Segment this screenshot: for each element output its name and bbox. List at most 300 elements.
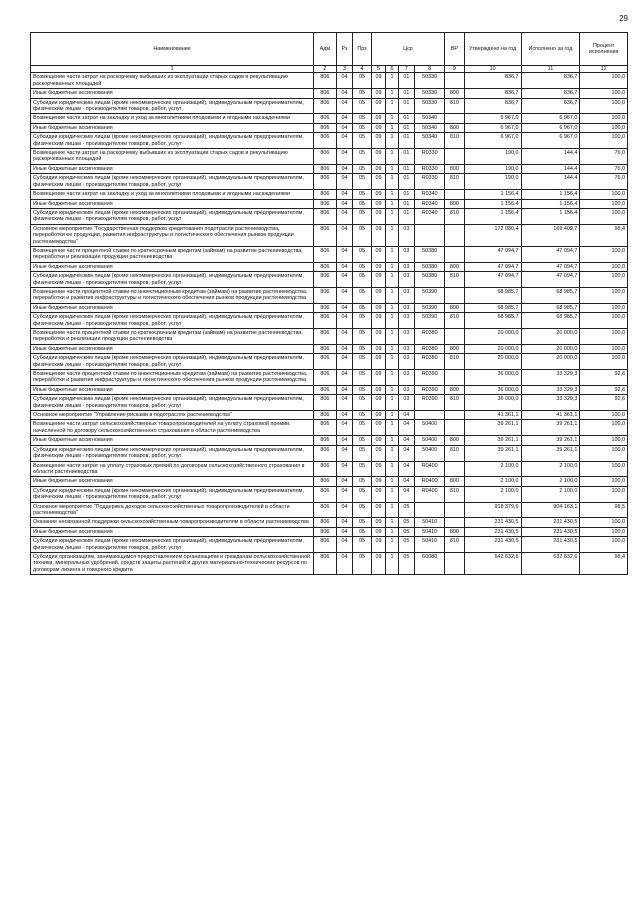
csr4-cell: R0340	[415, 208, 445, 224]
vr-cell	[445, 502, 465, 518]
csr4-cell: 50410	[415, 537, 445, 553]
adm-cell: 806	[314, 224, 337, 246]
approved-cell: 47 094,7	[464, 262, 521, 271]
csr4-cell: 50390	[415, 287, 445, 303]
approved-cell: 190,0	[464, 149, 521, 165]
rz-cell: 04	[336, 114, 353, 123]
csr1-cell: 09	[371, 537, 385, 553]
rz-cell: 04	[336, 518, 353, 527]
csr4-cell: 50390	[415, 313, 445, 329]
csr3-cell: 03	[398, 272, 415, 288]
vr-cell	[445, 149, 465, 165]
csr1-cell: 09	[371, 262, 385, 271]
rz-cell: 04	[336, 354, 353, 370]
adm-cell: 806	[314, 527, 337, 536]
executed-cell: 68 985,7	[521, 287, 580, 303]
vr-cell	[445, 370, 465, 386]
name-cell: Субсидии юридическим лицам (кроме некоммерческих организаций), индивидуальным предпринимателям, физическим лицам - производителям товаров, работ, услуг	[31, 98, 314, 114]
approved-cell: 6 967,0	[464, 114, 521, 123]
rz-cell: 04	[336, 133, 353, 149]
table-row	[31, 123, 628, 132]
vr-cell	[445, 420, 465, 436]
csr3-cell: 01	[398, 149, 415, 165]
rz-cell: 04	[336, 262, 353, 271]
header-name: Наименование	[31, 33, 314, 66]
csr4-cell: R0340	[415, 190, 445, 199]
vr-cell: 800	[445, 199, 465, 208]
executed-cell: 20 000,0	[521, 354, 580, 370]
table-row	[31, 133, 628, 149]
csr2-cell: 1	[386, 149, 398, 165]
adm-cell: 806	[314, 262, 337, 271]
prz-cell: 05	[353, 395, 372, 411]
name-cell: Субсидии организациям, занимающимся предоставлением организациям и гражданам сельскохозяйственной техники, минеральных удобрений, средств защиты растений и других материально-технических ресурсов по договорам лизинга и товарного кредита	[31, 552, 314, 574]
csr1-cell: 09	[371, 436, 385, 445]
prz-cell: 05	[353, 477, 372, 486]
rz-cell: 04	[336, 208, 353, 224]
csr4-cell: 50400	[415, 445, 445, 461]
csr3-cell: 03	[398, 224, 415, 246]
prz-cell: 05	[353, 303, 372, 312]
prz-cell: 05	[353, 174, 372, 190]
table-row	[31, 527, 628, 536]
csr2-cell: 1	[386, 411, 398, 420]
column-number: 11	[521, 66, 580, 73]
csr3-cell: 04	[398, 436, 415, 445]
csr1-cell: 09	[371, 344, 385, 353]
table-row	[31, 411, 628, 420]
percent-cell: 100,0	[580, 73, 628, 89]
executed-cell: 836,7	[521, 98, 580, 114]
name-cell: Иные бюджетные ассигнования	[31, 527, 314, 536]
csr3-cell: 03	[398, 287, 415, 303]
approved-cell: 68 985,7	[464, 303, 521, 312]
header-csr: Цср	[371, 33, 444, 66]
csr2-cell: 1	[386, 461, 398, 477]
vr-cell: 800	[445, 262, 465, 271]
csr3-cell: 01	[398, 164, 415, 173]
adm-cell: 806	[314, 354, 337, 370]
name-cell: Иные бюджетные ассигнования	[31, 436, 314, 445]
executed-cell: 2 100,0	[521, 461, 580, 477]
approved-cell: 836,7	[464, 89, 521, 98]
column-number: 3	[336, 66, 353, 73]
csr3-cell: 01	[398, 123, 415, 132]
csr4-cell	[415, 411, 445, 420]
name-cell: Иные бюджетные ассигнования	[31, 199, 314, 208]
csr4-cell: R0400	[415, 461, 445, 477]
rz-cell: 04	[336, 73, 353, 89]
csr4-cell: 50340	[415, 123, 445, 132]
csr2-cell: 1	[386, 486, 398, 502]
vr-cell: 800	[445, 123, 465, 132]
csr2-cell: 1	[386, 98, 398, 114]
header-percent: Процент исполнения	[580, 33, 628, 66]
csr3-cell: 03	[398, 303, 415, 312]
adm-cell: 806	[314, 208, 337, 224]
approved-cell: 39 261,1	[464, 420, 521, 436]
percent-cell: 100,0	[580, 344, 628, 353]
rz-cell: 04	[336, 313, 353, 329]
adm-cell: 806	[314, 445, 337, 461]
csr4-cell: R0400	[415, 486, 445, 502]
executed-cell: 33 329,3	[521, 370, 580, 386]
name-cell: Субсидии юридическим лицам (кроме некоммерческих организаций), индивидуальным предпринимателям, физическим лицам - производителям товаров, работ, услуг	[31, 486, 314, 502]
executed-cell: 39 261,1	[521, 420, 580, 436]
table-row	[31, 344, 628, 353]
csr3-cell: 01	[398, 199, 415, 208]
header-approved: Утверждено на год	[464, 33, 521, 66]
executed-cell: 47 094,7	[521, 246, 580, 262]
csr2-cell: 1	[386, 287, 398, 303]
csr2-cell: 1	[386, 272, 398, 288]
prz-cell: 05	[353, 518, 372, 527]
approved-cell: 36 000,0	[464, 385, 521, 394]
column-number: 2	[314, 66, 337, 73]
percent-cell: 100,0	[580, 477, 628, 486]
vr-cell	[445, 246, 465, 262]
prz-cell: 05	[353, 98, 372, 114]
table-row	[31, 313, 628, 329]
vr-cell	[445, 518, 465, 527]
approved-cell: 1 156,4	[464, 199, 521, 208]
adm-cell: 806	[314, 164, 337, 173]
csr1-cell: 09	[371, 114, 385, 123]
table-row	[31, 395, 628, 411]
percent-cell: 100,0	[580, 190, 628, 199]
name-cell: Субсидии юридическим лицам (кроме некоммерческих организаций), индивидуальным предпринимателям, физическим лицам - производителям товаров, работ, услуг	[31, 133, 314, 149]
adm-cell: 806	[314, 344, 337, 353]
csr1-cell: 09	[371, 208, 385, 224]
csr1-cell: 09	[371, 445, 385, 461]
column-number: 5	[371, 66, 385, 73]
prz-cell: 05	[353, 445, 372, 461]
approved-cell: 231 430,5	[464, 537, 521, 553]
adm-cell: 806	[314, 287, 337, 303]
csr2-cell: 1	[386, 199, 398, 208]
rz-cell: 04	[336, 411, 353, 420]
approved-cell: 68 985,7	[464, 313, 521, 329]
adm-cell: 806	[314, 370, 337, 386]
table-row	[31, 354, 628, 370]
approved-cell: 20 000,0	[464, 329, 521, 345]
csr1-cell: 09	[371, 552, 385, 574]
table-row	[31, 287, 628, 303]
table-row	[31, 89, 628, 98]
csr2-cell: 1	[386, 436, 398, 445]
rz-cell: 04	[336, 477, 353, 486]
adm-cell: 806	[314, 395, 337, 411]
rz-cell: 04	[336, 420, 353, 436]
approved-cell: 47 094,7	[464, 272, 521, 288]
csr4-cell: R0390	[415, 385, 445, 394]
percent-cell: 100,0	[580, 123, 628, 132]
csr4-cell: R0390	[415, 370, 445, 386]
csr3-cell: 04	[398, 486, 415, 502]
table-row	[31, 436, 628, 445]
csr4-cell: 50400	[415, 436, 445, 445]
adm-cell: 806	[314, 411, 337, 420]
percent-cell: 76,0	[580, 174, 628, 190]
csr2-cell: 1	[386, 174, 398, 190]
csr2-cell: 1	[386, 164, 398, 173]
name-cell: Возмещение части затрат на раскорчевку выбывших из эксплуатации старых садов и рекультивацию раскорчеванных площадей	[31, 73, 314, 89]
vr-cell: 810	[445, 445, 465, 461]
csr2-cell: 1	[386, 190, 398, 199]
csr1-cell: 09	[371, 477, 385, 486]
csr4-cell: R0400	[415, 477, 445, 486]
vr-cell: 810	[445, 98, 465, 114]
csr4-cell: 50340	[415, 114, 445, 123]
csr3-cell: 04	[398, 411, 415, 420]
executed-cell: 39 261,1	[521, 445, 580, 461]
adm-cell: 806	[314, 477, 337, 486]
csr4-cell: 50380	[415, 246, 445, 262]
name-cell: Возмещение части затрат на закладку и уход за многолетними плодовыми и ягодными насаждениями	[31, 114, 314, 123]
csr1-cell: 09	[371, 502, 385, 518]
rz-cell: 04	[336, 329, 353, 345]
vr-cell	[445, 552, 465, 574]
vr-cell: 810	[445, 313, 465, 329]
prz-cell: 05	[353, 114, 372, 123]
prz-cell: 05	[353, 190, 372, 199]
approved-cell: 231 430,5	[464, 518, 521, 527]
csr1-cell: 09	[371, 461, 385, 477]
csr2-cell: 1	[386, 344, 398, 353]
percent-cell: 100,0	[580, 411, 628, 420]
csr3-cell: 03	[398, 329, 415, 345]
csr4-cell: 50330	[415, 73, 445, 89]
approved-cell: 68 985,7	[464, 287, 521, 303]
percent-cell: 100,0	[580, 518, 628, 527]
prz-cell: 05	[353, 262, 372, 271]
approved-cell: 190,0	[464, 174, 521, 190]
csr4-cell: 50410	[415, 527, 445, 536]
percent-cell: 100,0	[580, 246, 628, 262]
name-cell: Возмещение части затрат на раскорчевку выбывших из эксплуатации старых садов и рекультивацию раскорчеванных площадей	[31, 149, 314, 165]
prz-cell: 05	[353, 411, 372, 420]
prz-cell: 05	[353, 246, 372, 262]
adm-cell: 806	[314, 552, 337, 574]
budget-table	[30, 32, 628, 575]
adm-cell: 806	[314, 133, 337, 149]
csr4-cell: 50390	[415, 303, 445, 312]
csr2-cell: 1	[386, 527, 398, 536]
csr2-cell: 1	[386, 246, 398, 262]
csr3-cell: 04	[398, 461, 415, 477]
csr1-cell: 09	[371, 527, 385, 536]
prz-cell: 05	[353, 385, 372, 394]
rz-cell: 04	[336, 445, 353, 461]
percent-cell: 76,0	[580, 149, 628, 165]
table-row	[31, 518, 628, 527]
csr2-cell: 1	[386, 89, 398, 98]
name-cell: Иные бюджетные ассигнования	[31, 385, 314, 394]
adm-cell: 806	[314, 246, 337, 262]
percent-cell: 100,0	[580, 272, 628, 288]
csr4-cell: 50410	[415, 518, 445, 527]
csr2-cell: 1	[386, 518, 398, 527]
executed-cell: 904 163,1	[521, 502, 580, 518]
csr3-cell: 03	[398, 344, 415, 353]
rz-cell: 04	[336, 537, 353, 553]
rz-cell: 04	[336, 272, 353, 288]
executed-cell: 144,4	[521, 149, 580, 165]
csr2-cell: 1	[386, 303, 398, 312]
approved-cell: 231 430,5	[464, 527, 521, 536]
csr2-cell: 1	[386, 502, 398, 518]
csr1-cell: 09	[371, 313, 385, 329]
csr3-cell: 04	[398, 420, 415, 436]
vr-cell: 800	[445, 344, 465, 353]
name-cell: Иные бюджетные ассигнования	[31, 164, 314, 173]
executed-cell: 231 430,5	[521, 518, 580, 527]
approved-cell: 836,7	[464, 73, 521, 89]
csr1-cell: 09	[371, 224, 385, 246]
csr3-cell: 03	[398, 354, 415, 370]
prz-cell: 05	[353, 89, 372, 98]
name-cell: Возмещение части затрат сельскохозяйственных товаропроизводителей на уплату страховой премии, начисленной по договору сельскохозяйственного страхования в области растениеводства	[31, 420, 314, 436]
csr1-cell: 09	[371, 149, 385, 165]
table-row	[31, 98, 628, 114]
csr2-cell: 1	[386, 224, 398, 246]
prz-cell: 05	[353, 329, 372, 345]
column-number: 8	[415, 66, 445, 73]
percent-cell: 100,0	[580, 133, 628, 149]
prz-cell: 05	[353, 436, 372, 445]
executed-cell: 836,7	[521, 73, 580, 89]
prz-cell: 05	[353, 133, 372, 149]
adm-cell: 806	[314, 436, 337, 445]
csr2-cell: 1	[386, 370, 398, 386]
csr1-cell: 09	[371, 486, 385, 502]
vr-cell	[445, 114, 465, 123]
name-cell: Оказание несвязанной поддержки сельскохозяйственным товаропроизводителям в области растениеводства	[31, 518, 314, 527]
table-row	[31, 445, 628, 461]
adm-cell: 806	[314, 385, 337, 394]
vr-cell: 810	[445, 395, 465, 411]
csr2-cell: 1	[386, 208, 398, 224]
name-cell: Основное мероприятие "Государственная поддержка кредитования подотрасли растениеводства, переработки ее продукции, развития инфраструктуры и логистического обеспечения рынков продукции растениеводства"	[31, 224, 314, 246]
csr4-cell: 50330	[415, 89, 445, 98]
rz-cell: 04	[336, 199, 353, 208]
csr4-cell: R0330	[415, 164, 445, 173]
csr4-cell: R0380	[415, 344, 445, 353]
rz-cell: 04	[336, 287, 353, 303]
approved-cell: 36 000,0	[464, 395, 521, 411]
csr3-cell: 01	[398, 133, 415, 149]
page-number: 29	[619, 14, 628, 23]
csr3-cell: 03	[398, 385, 415, 394]
header-vr: ВР	[445, 33, 465, 66]
csr1-cell: 09	[371, 123, 385, 132]
rz-cell: 04	[336, 164, 353, 173]
table-row	[31, 552, 628, 574]
percent-cell: 100,0	[580, 527, 628, 536]
rz-cell: 04	[336, 370, 353, 386]
rz-cell: 04	[336, 486, 353, 502]
column-number: 7	[398, 66, 415, 73]
csr1-cell: 09	[371, 370, 385, 386]
csr4-cell: 50380	[415, 262, 445, 271]
approved-cell: 41 361,1	[464, 411, 521, 420]
csr2-cell: 1	[386, 114, 398, 123]
percent-cell: 92,6	[580, 385, 628, 394]
rz-cell: 04	[336, 502, 353, 518]
executed-cell: 6 967,0	[521, 133, 580, 149]
name-cell: Основное мероприятие "Управление рисками в подотраслях растениеводства"	[31, 411, 314, 420]
executed-cell: 231 430,5	[521, 537, 580, 553]
percent-cell: 100,0	[580, 420, 628, 436]
executed-cell: 1 156,4	[521, 199, 580, 208]
adm-cell: 806	[314, 461, 337, 477]
name-cell: Субсидии юридическим лицам (кроме некоммерческих организаций), индивидуальным предпринимателям, физическим лицам - производителям товаров, работ, услуг	[31, 174, 314, 190]
csr1-cell: 09	[371, 420, 385, 436]
adm-cell: 806	[314, 174, 337, 190]
name-cell: Субсидии юридическим лицам (кроме некоммерческих организаций), индивидуальным предпринимателям, физическим лицам - производителям товаров, работ, услуг	[31, 313, 314, 329]
csr3-cell: 03	[398, 246, 415, 262]
csr4-cell: 50340	[415, 133, 445, 149]
rz-cell: 04	[336, 395, 353, 411]
name-cell: Возмещение части процентной ставки по инвестиционным кредитам (займам) на развитие растениеводства, переработки и развития инфраструктуры и логистического обеспечения рынков продукции растениеводства	[31, 370, 314, 386]
adm-cell: 806	[314, 313, 337, 329]
header-rz: Рз	[336, 33, 353, 66]
prz-cell: 05	[353, 502, 372, 518]
approved-cell: 36 000,0	[464, 370, 521, 386]
name-cell: Возмещение части процентной ставки по краткосрочным кредитам (займам) на развитие растениеводства, переработки и реализации продукции растениеводства	[31, 329, 314, 345]
percent-cell: 100,0	[580, 114, 628, 123]
approved-cell: 6 967,0	[464, 133, 521, 149]
header-adm: Адм	[314, 33, 337, 66]
csr1-cell: 09	[371, 199, 385, 208]
executed-cell: 47 094,7	[521, 262, 580, 271]
column-number: 6	[386, 66, 398, 73]
name-cell: Возмещение части процентной ставки по инвестиционным кредитам (займам) на развитие растениеводства, переработки и развития инфраструктуры и логистического обеспечения рынков продукции растениеводства	[31, 287, 314, 303]
rz-cell: 04	[336, 385, 353, 394]
table-row	[31, 477, 628, 486]
executed-cell: 20 000,0	[521, 329, 580, 345]
name-cell: Иные бюджетные ассигнования	[31, 477, 314, 486]
vr-cell	[445, 224, 465, 246]
percent-cell: 100,0	[580, 537, 628, 553]
executed-cell: 6 967,0	[521, 123, 580, 132]
percent-cell: 100,0	[580, 98, 628, 114]
csr3-cell: 05	[398, 502, 415, 518]
vr-cell	[445, 73, 465, 89]
table-row	[31, 329, 628, 345]
adm-cell: 806	[314, 123, 337, 132]
adm-cell: 806	[314, 89, 337, 98]
name-cell: Возмещение части процентной ставки по краткосрочным кредитам (займам) на развитие растениеводства, переработки и реализации продукции растениеводства	[31, 246, 314, 262]
percent-cell: 100,0	[580, 436, 628, 445]
name-cell: Субсидии юридическим лицам (кроме некоммерческих организаций), индивидуальным предпринимателям, физическим лицам - производителям товаров, работ, услуг	[31, 354, 314, 370]
column-number: 12	[580, 66, 628, 73]
table-row	[31, 199, 628, 208]
csr1-cell: 09	[371, 164, 385, 173]
percent-cell: 100,0	[580, 199, 628, 208]
rz-cell: 04	[336, 190, 353, 199]
prz-cell: 05	[353, 344, 372, 353]
name-cell: Иные бюджетные ассигнования	[31, 89, 314, 98]
vr-cell	[445, 287, 465, 303]
csr1-cell: 09	[371, 385, 385, 394]
executed-cell: 231 430,5	[521, 527, 580, 536]
vr-cell: 800	[445, 303, 465, 312]
prz-cell: 05	[353, 73, 372, 89]
csr2-cell: 1	[386, 445, 398, 461]
approved-cell: 47 094,7	[464, 246, 521, 262]
executed-cell: 836,7	[521, 89, 580, 98]
